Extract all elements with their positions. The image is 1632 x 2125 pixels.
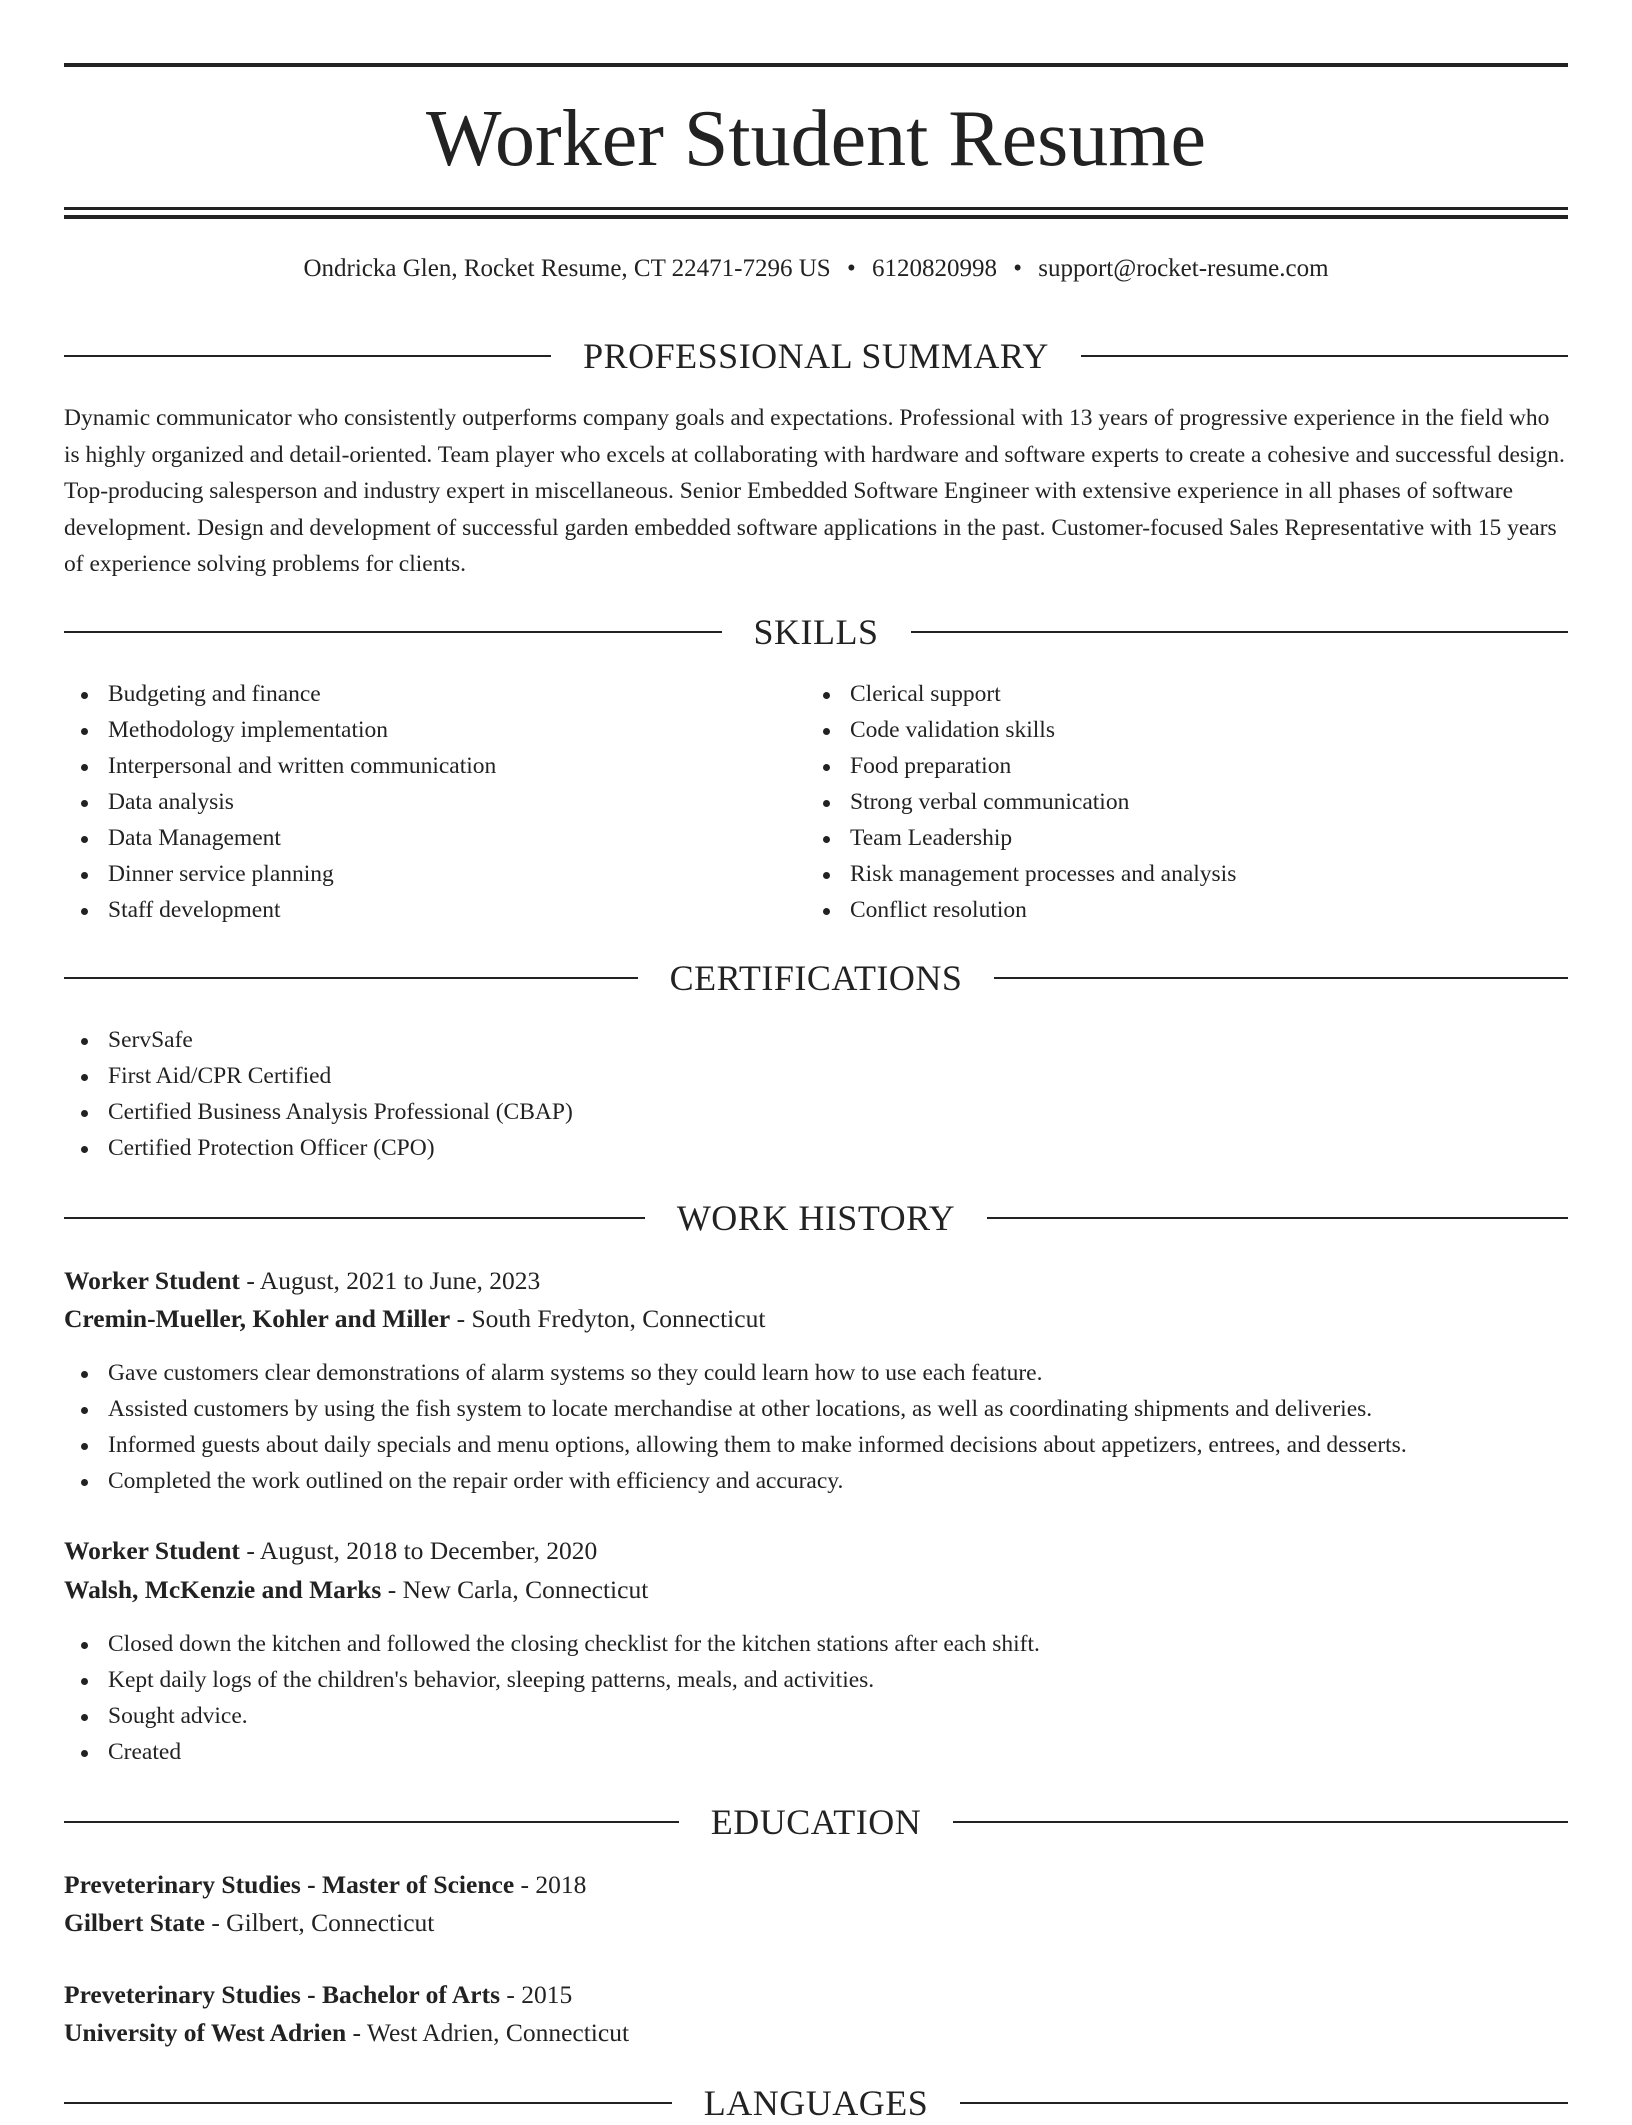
skill-item: Team Leadership xyxy=(806,820,1236,856)
education-school: Gilbert State xyxy=(64,1908,205,1937)
section-title: PROFESSIONAL SUMMARY xyxy=(583,336,1049,376)
heading-rule xyxy=(64,2102,672,2104)
skill-item: Data Management xyxy=(64,820,496,856)
certification-item: Certified Protection Officer (CPO) xyxy=(64,1130,573,1166)
heading-rule xyxy=(64,1217,645,1219)
education-degree-line xyxy=(64,1976,1568,2014)
section-heading-work-history xyxy=(64,1196,1568,1240)
certifications-list xyxy=(64,1022,573,1166)
job-duty-item: Sought advice. xyxy=(64,1698,1040,1734)
certification-item: Certified Business Analysis Professional (CBAP) xyxy=(64,1094,573,1130)
job-title-line xyxy=(64,1532,1568,1570)
header-top-rule xyxy=(64,63,1568,67)
education-degree: Preveterinary Studies - Bachelor of Arts xyxy=(64,1980,501,2009)
job-location: - South Fredyton, Connecticut xyxy=(450,1304,766,1333)
heading-rule xyxy=(1081,355,1568,357)
job-dates: - August, 2021 to June, 2023 xyxy=(239,1266,541,1295)
section-title: WORK HISTORY xyxy=(676,1198,956,1238)
header-rule-upper xyxy=(64,207,1568,210)
skill-item: Interpersonal and written communication xyxy=(64,748,496,784)
certification-item: First Aid/CPR Certified xyxy=(64,1058,573,1094)
education-location: - Gilbert, Connecticut xyxy=(204,1908,435,1937)
skill-item: Risk management processes and analysis xyxy=(806,856,1236,892)
job-location: - New Carla, Connecticut xyxy=(381,1575,649,1604)
skill-item: Code validation skills xyxy=(806,712,1236,748)
job-title: Worker Student xyxy=(64,1266,240,1295)
section-title: EDUCATION xyxy=(710,1802,922,1842)
skill-item: Food preparation xyxy=(806,748,1236,784)
heading-rule xyxy=(911,631,1569,633)
education-school: University of West Adrien xyxy=(64,2018,347,2047)
section-heading-certifications xyxy=(64,956,1568,1000)
education-year: - 2015 xyxy=(500,1980,573,2009)
skill-item: Staff development xyxy=(64,892,496,928)
skill-item: Data analysis xyxy=(64,784,496,820)
section-title: SKILLS xyxy=(753,612,879,652)
job-company: Walsh, McKenzie and Marks xyxy=(64,1575,382,1604)
header-rule-lower xyxy=(64,215,1568,219)
section-heading-skills xyxy=(64,610,1568,654)
job-duty-item: Created xyxy=(64,1734,1040,1770)
heading-rule xyxy=(64,355,551,357)
contact-phone: 6120820998 xyxy=(871,255,997,282)
section-heading-summary xyxy=(64,334,1568,378)
skill-item: Dinner service planning xyxy=(64,856,496,892)
education-location: - West Adrien, Connecticut xyxy=(346,2018,630,2047)
skill-item: Conflict resolution xyxy=(806,892,1236,928)
job-duty-item: Closed down the kitchen and followed the closing checklist for the kitchen stations after each shift. xyxy=(64,1626,1040,1662)
job-duty-item: Kept daily logs of the children's behavior, sleeping patterns, meals, and activities. xyxy=(64,1662,1040,1698)
skills-list-left xyxy=(64,676,496,928)
skill-item: Budgeting and finance xyxy=(64,676,496,712)
contact-line xyxy=(64,252,1568,286)
job-duties-list xyxy=(64,1355,1407,1499)
job-company-line xyxy=(64,1571,1568,1609)
resume-title: Worker Student Resume xyxy=(425,95,1207,183)
education-degree-line xyxy=(64,1866,1568,1904)
contact-address: Ondricka Glen, Rocket Resume, CT 22471-7296 US xyxy=(303,255,831,282)
education-degree: Preveterinary Studies - Master of Science xyxy=(64,1870,515,1899)
job-title: Worker Student xyxy=(64,1536,240,1565)
heading-rule xyxy=(960,2102,1568,2104)
education-school-line xyxy=(64,2014,1568,2052)
job-company-line xyxy=(64,1300,1568,1338)
heading-rule xyxy=(64,977,638,979)
heading-rule xyxy=(64,631,722,633)
section-title: LANGUAGES xyxy=(703,2083,929,2123)
section-title: CERTIFICATIONS xyxy=(669,958,963,998)
skill-item: Methodology implementation xyxy=(64,712,496,748)
job-duty-item: Completed the work outlined on the repair order with efficiency and accuracy. xyxy=(64,1463,1407,1499)
skills-list-right xyxy=(806,676,1236,928)
section-heading-education xyxy=(64,1800,1568,1844)
job-title-line xyxy=(64,1262,1568,1300)
certification-item: ServSafe xyxy=(64,1022,573,1058)
heading-rule xyxy=(64,1821,679,1823)
job-company: Cremin-Mueller, Kohler and Miller xyxy=(64,1304,451,1333)
contact-separator: • xyxy=(846,255,856,282)
education-year: - 2018 xyxy=(514,1870,587,1899)
heading-rule xyxy=(953,1821,1568,1823)
education-school-line xyxy=(64,1904,1568,1942)
contact-email: support@rocket-resume.com xyxy=(1038,255,1329,282)
summary-text: Dynamic communicator who consistently outperforms company goals and expectations. Professional with 13 years of progressive experience in the field who is highly organized and detail-oriented. Team player who excels at collaborating with hardware and software experts to create a cohesive and successful design. Top-producing salesperson and industry expert in miscellaneous. Senior Embedded Software Engineer with extensive experience in all phases of software development. Design and development of successful garden embedded software applications in the past. Customer-focused Sales Representative with 15 years of experience solving problems for clients. xyxy=(64,405,1565,577)
section-heading-languages xyxy=(64,2081,1568,2125)
job-duty-item: Gave customers clear demonstrations of alarm systems so they could learn how to use each feature. xyxy=(64,1355,1407,1391)
job-duty-item: Assisted customers by using the fish system to locate merchandise at other locations, as well as coordinating shipments and deliveries. xyxy=(64,1391,1407,1427)
heading-rule xyxy=(994,977,1568,979)
skill-item: Clerical support xyxy=(806,676,1236,712)
job-duty-item: Informed guests about daily specials and menu options, allowing them to make informed decisions about appetizers, entrees, and desserts. xyxy=(64,1427,1407,1463)
skill-item: Strong verbal communication xyxy=(806,784,1236,820)
heading-rule xyxy=(987,1217,1568,1219)
contact-separator: • xyxy=(1013,255,1022,282)
job-dates: - August, 2018 to December, 2020 xyxy=(239,1536,598,1565)
job-duties-list xyxy=(64,1626,1040,1770)
